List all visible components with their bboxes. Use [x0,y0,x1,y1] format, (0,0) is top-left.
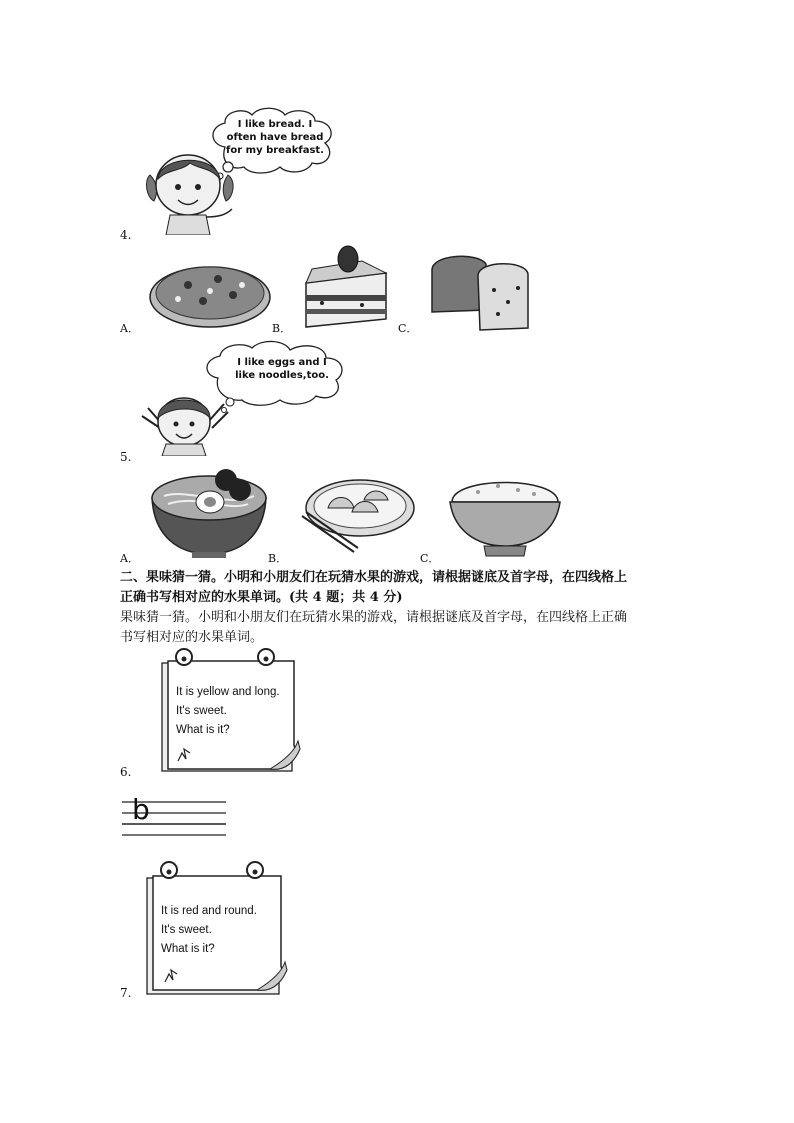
speech-line: I like eggs and I [237,357,327,368]
riddle-line: What is it? [161,943,215,955]
speech-line: for my breakfast. [226,145,324,156]
first-letter-hint: b [132,793,150,826]
question-number: 7. [120,986,132,1000]
speech-line: often have bread [226,132,324,143]
q4-girl-illustration [140,105,365,235]
question-number: 4. [120,228,132,242]
option-a-label[interactable]: A． [120,552,139,565]
question-number: 6. [120,765,132,779]
section-instruction: 果味猜一猜。小明和小朋友们在玩猜水果的游戏，请根据谜底及首字母，在四线格上正确 [120,610,628,625]
section-heading: 正确书写相对应的水果单词。(共 4 题；共 4 分) [120,590,403,605]
four-line-writing-grid[interactable] [122,793,226,836]
option-c-label[interactable]: C． [420,552,440,565]
speech-line: I like bread. I [237,119,313,130]
q7-riddle-card [143,858,293,996]
option-b-cake-image[interactable] [302,243,390,329]
q6-riddle-card [158,645,308,775]
speech-line: like noodles,too. [235,370,329,381]
option-c-label[interactable]: C． [398,322,418,335]
option-a-noodles-image[interactable] [148,468,270,560]
option-b-label[interactable]: B． [268,552,288,565]
riddle-line: It's sweet. [176,705,227,717]
riddle-line: It is red and round. [161,905,257,917]
option-a-label[interactable]: A． [120,322,139,335]
riddle-line: It's sweet. [161,924,212,936]
option-c-bread-image[interactable] [428,250,534,332]
option-b-label[interactable]: B． [272,322,292,335]
q5-boy-illustration [140,338,385,456]
riddle-line: What is it? [176,724,230,736]
option-c-rice-image[interactable] [448,466,562,558]
option-a-pizza-image[interactable] [148,255,272,331]
section-heading: 二、果味猜一猜。小明和小朋友们在玩猜水果的游戏，请根据谜底及首字母，在四线格上 [120,570,628,585]
riddle-line: It is yellow and long. [176,686,280,698]
question-number: 5. [120,450,132,464]
option-b-dumplings-image[interactable] [298,472,416,556]
section-instruction: 书写相对应的水果单词。 [120,630,264,645]
